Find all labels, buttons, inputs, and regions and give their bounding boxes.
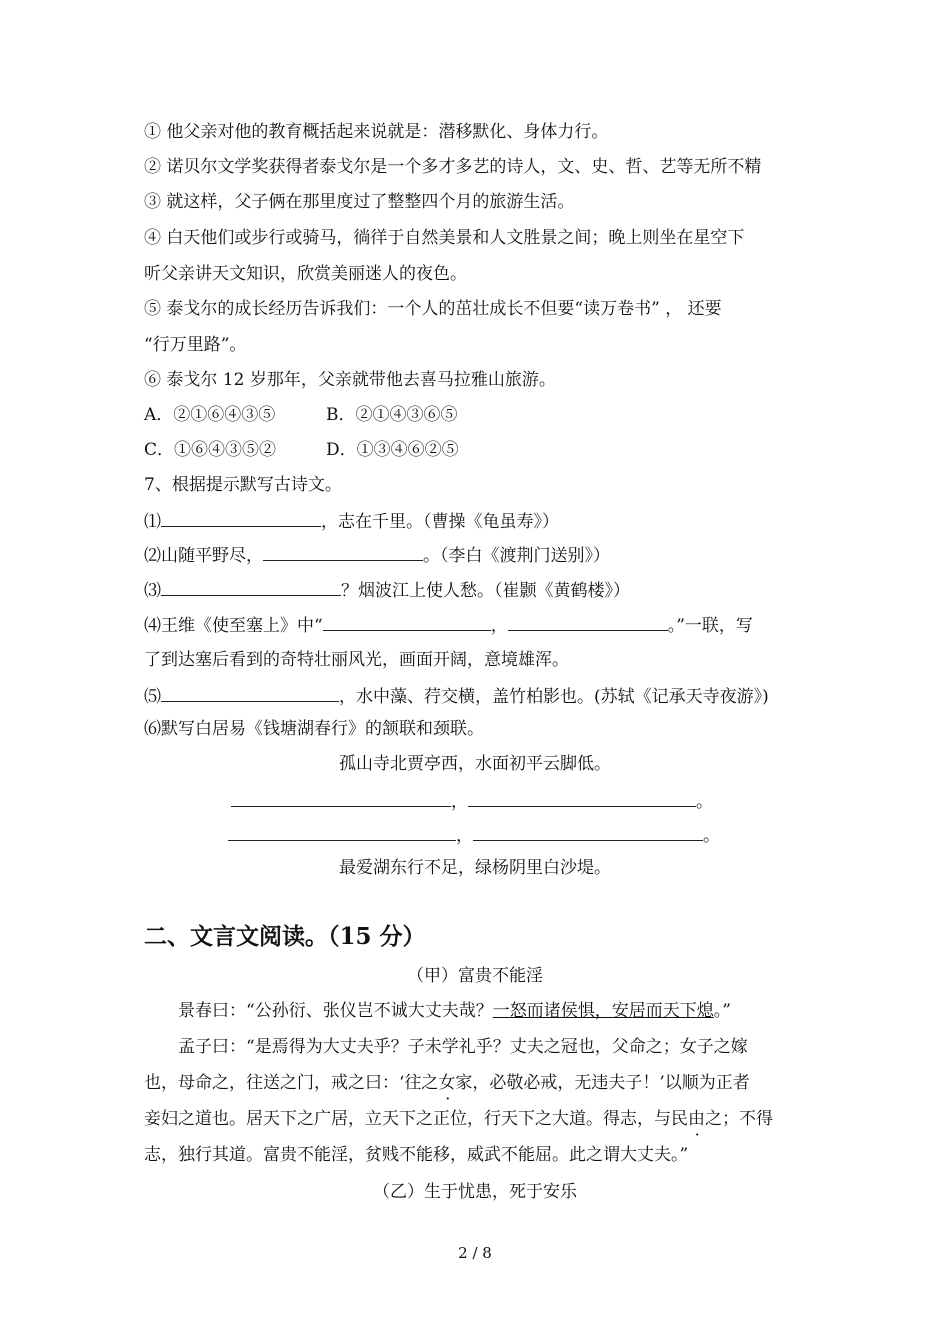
passage-text: 妾妇之道也。居天下之广居，立天下之正位，行天下之大道。得志，与民 xyxy=(144,1109,688,1129)
item-number: ⑹ xyxy=(144,719,161,739)
poem-item-1 xyxy=(144,508,559,534)
poem-item-4-line1 xyxy=(144,612,753,638)
passage-jia-title: （甲）富贵不能淫 xyxy=(407,966,543,986)
answer-blank[interactable] xyxy=(508,612,668,631)
dotted-character: 女 xyxy=(438,1073,456,1093)
poem-item-4-line2: 了到达塞后看到的奇特壮丽风光，画面开阔，意境雄浑。 xyxy=(144,650,569,670)
punctuation: ， xyxy=(456,826,473,846)
passage-text: 景春曰：“公孙衍、张仪岂不诚大丈夫哉？ xyxy=(178,1001,493,1021)
answer-blank[interactable] xyxy=(161,577,341,596)
answer-blank[interactable] xyxy=(161,508,321,527)
punctuation: 。 xyxy=(696,792,713,812)
answer-blank[interactable] xyxy=(228,822,456,841)
passage-text: 家，必敬必戒，无违夫子！’以顺为正者 xyxy=(455,1073,750,1093)
passage-para-2-line2 xyxy=(144,1071,750,1095)
item-text: ， xyxy=(490,616,508,636)
answer-blank[interactable] xyxy=(231,788,451,807)
item-text: 山随平野尽， xyxy=(161,546,263,566)
poem-item-2 xyxy=(144,542,610,568)
punctuation: ， xyxy=(451,792,468,812)
passage-text: 之；不得 xyxy=(705,1109,773,1129)
answer-blank[interactable] xyxy=(263,542,423,561)
answer-blank[interactable] xyxy=(468,788,696,807)
sentence-4-line1: ④ 白天他们或步行或骑马，徜徉于自然美景和人文胜景之间；晚上则坐在星空下 xyxy=(144,228,745,248)
passage-para-1 xyxy=(178,999,731,1023)
sentence-4-line2: 听父亲讲天文知识，欣赏美丽迷人的夜色。 xyxy=(144,264,467,284)
sentence-5-line1: ⑤ 泰戈尔的成长经历告诉我们：一个人的茁壮成长不但要“读万卷书” ， 还要 xyxy=(144,299,722,319)
poem-item-6 xyxy=(144,717,484,741)
option-d[interactable]: D．①③④⑥②⑤ xyxy=(326,440,459,460)
item-number: ⑵ xyxy=(144,546,161,566)
underlined-sentence: 一怒而诸侯惧，安居而天下熄 xyxy=(492,1001,714,1021)
question-7-title: 7、根据提示默写古诗文。 xyxy=(144,475,342,495)
item-text: ，志在千里。（曹操《龟虽寿》） xyxy=(321,512,559,532)
item-text: 。（李白《渡荆门送别》） xyxy=(423,546,610,566)
item-number: ⑷ xyxy=(144,616,161,636)
item-number: ⑶ xyxy=(144,581,161,601)
passage-para-2-line1: 孟子曰：“是焉得为大丈夫乎？子未学礼乎？丈夫之冠也，父命之；女子之嫁 xyxy=(178,1037,748,1057)
answer-blank[interactable] xyxy=(161,683,339,702)
passage-text: 也，母命之，往送之门，戒之曰：‘往之 xyxy=(144,1073,439,1093)
sentence-2: ② 诺贝尔文学奖获得者泰戈尔是一个多才多艺的诗人，文、史、哲、艺等无所不精 xyxy=(144,157,762,177)
page-number: 2 / 8 xyxy=(458,1244,492,1262)
option-b[interactable]: B．②①④③⑥⑤ xyxy=(326,405,458,425)
section-heading: 二、文言文阅读。（15 分） xyxy=(144,923,426,950)
item-text: ，水中藻、荇交横，盖竹柏影也。(苏轼《记承天寺夜游》) xyxy=(339,687,769,707)
poem-line-1: 孤山寺北贾亭西，水面初平云脚低。 xyxy=(339,754,611,774)
passage-text: 。” xyxy=(713,1001,731,1021)
item-text: 王维《使至塞上》中“ xyxy=(161,616,323,636)
answer-blank[interactable] xyxy=(323,612,491,631)
poem-item-3 xyxy=(144,577,630,603)
sentence-3: ③ 就这样，父子俩在那里度过了整整四个月的旅游生活。 xyxy=(144,192,575,212)
passage-yi-title: （乙）生于忧患，死于安乐 xyxy=(373,1182,577,1202)
item-number: ⑸ xyxy=(144,687,161,707)
dotted-character: 由 xyxy=(688,1109,705,1129)
sentence-5-line2: “行万里路”。 xyxy=(144,335,247,355)
item-text: ？烟波江上使人愁。（崔颢《黄鹤楼》） xyxy=(341,581,630,601)
poem-blank-line-1 xyxy=(231,788,713,814)
item-text: 。”一联，写 xyxy=(667,616,753,636)
option-c[interactable]: C．①⑥④③⑤② xyxy=(144,440,277,460)
passage-para-2-line4: 志，独行其道。富贵不能淫，贫贱不能移，威武不能屈。此之谓大丈夫。” xyxy=(144,1145,689,1165)
poem-blank-line-2 xyxy=(228,822,720,848)
sentence-1: ① 他父亲对他的教育概括起来说就是：潜移默化、身体力行。 xyxy=(144,122,609,142)
item-text: 默写白居易《钱塘湖春行》的颔联和颈联。 xyxy=(161,719,484,739)
item-number: ⑴ xyxy=(144,512,161,532)
sentence-6: ⑥ 泰戈尔 12 岁那年，父亲就带他去喜马拉雅山旅游。 xyxy=(144,370,556,390)
poem-line-4: 最爱湖东行不足，绿杨阴里白沙堤。 xyxy=(339,858,611,878)
answer-blank[interactable] xyxy=(473,822,703,841)
poem-item-5 xyxy=(144,683,769,709)
punctuation: 。 xyxy=(703,826,720,846)
passage-para-2-line3 xyxy=(144,1107,773,1131)
option-a[interactable]: A．②①⑥④③⑤ xyxy=(144,405,276,425)
